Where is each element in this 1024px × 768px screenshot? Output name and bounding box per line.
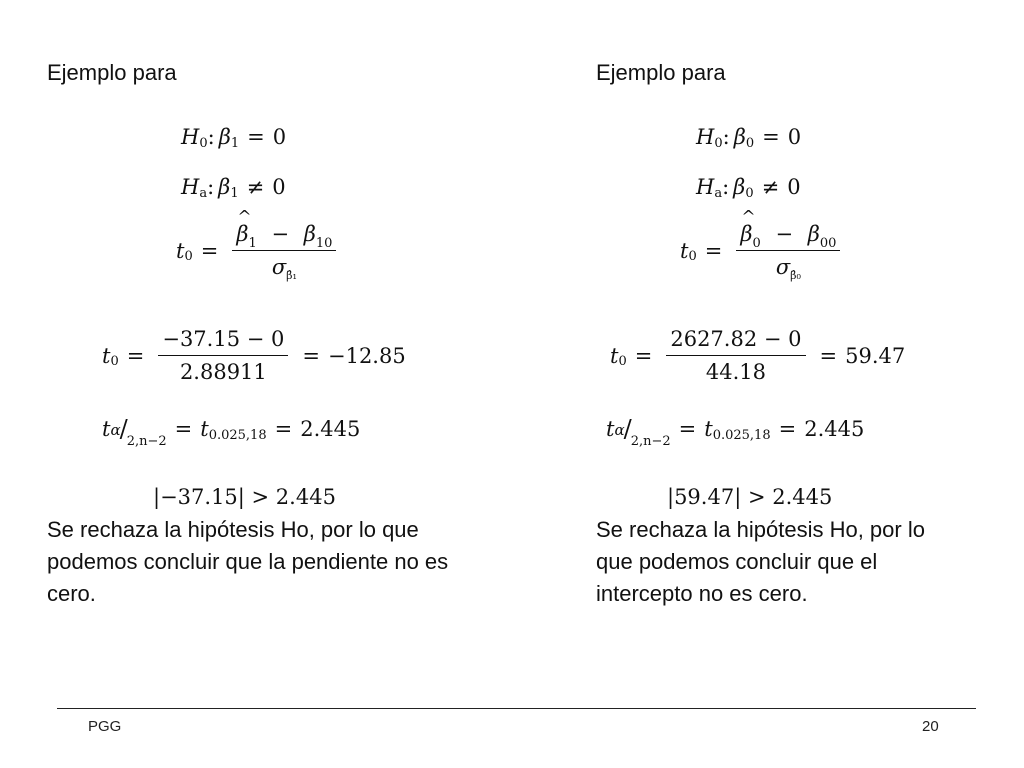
right-heading: Ejemplo para [596, 60, 726, 85]
right-computation: t 0 = $\frac{2627.82 - 0}{44.18}$ = 59.47 [610, 327, 906, 384]
footer-divider [57, 708, 976, 709]
left-column [0, 0, 512, 700]
right-column [512, 0, 1024, 700]
right-alternative-hypothesis: H a : β 0 ≠ 0 [696, 175, 801, 201]
page-number: 20 [922, 718, 939, 735]
right-comparison: |59.47| > 2.445 [667, 485, 833, 509]
right-conclusion: Se rechaza la hipótesis Ho, por lo que podemos concluir que el intercepto no es cero. [596, 517, 925, 606]
left-formula-fraction: β ^ $_1 - \beta_{10}$ $\sigma_{\betâ_1}$ [232, 222, 336, 279]
right-formula-fraction: β ^ $_0 - \beta_{00}$ $\sigma_{\betâ_0}$ [736, 222, 840, 279]
left-critical-value: t α / 2,n−2 = t 0.025,18 = 2.445 [102, 415, 361, 449]
footer-author: PGG [88, 718, 122, 735]
left-test-statistic-formula: t 0 = β ^ $_1 - \beta_{10}$ $\sigma_{\betâ_1}$ [176, 222, 342, 279]
left-alternative-hypothesis: H a : β 1 ≠ 0 [181, 175, 286, 201]
right-null-hypothesis: H 0 : β 0 = 0 [696, 125, 802, 151]
right-critical-value: t α / 2,n−2 = t 0.025,18 = 2.445 [606, 415, 865, 449]
left-comparison: |−37.15| > 2.445 [153, 485, 336, 509]
right-test-statistic-formula: t 0 = β ^ $_0 - \beta_{00}$ $\sigma_{\betâ_0}$ [680, 222, 846, 279]
left-computation: t 0 = $\frac{-37.15 - 0}{2.88911}$ = −12.85 [102, 327, 406, 384]
left-conclusion: Se rechaza la hipótesis Ho, por lo que podemos concluir que la pendiente no es cero. [47, 517, 449, 606]
left-null-hypothesis: H 0 : β 1 = 0 [181, 125, 287, 151]
left-heading: Ejemplo para [47, 60, 177, 85]
